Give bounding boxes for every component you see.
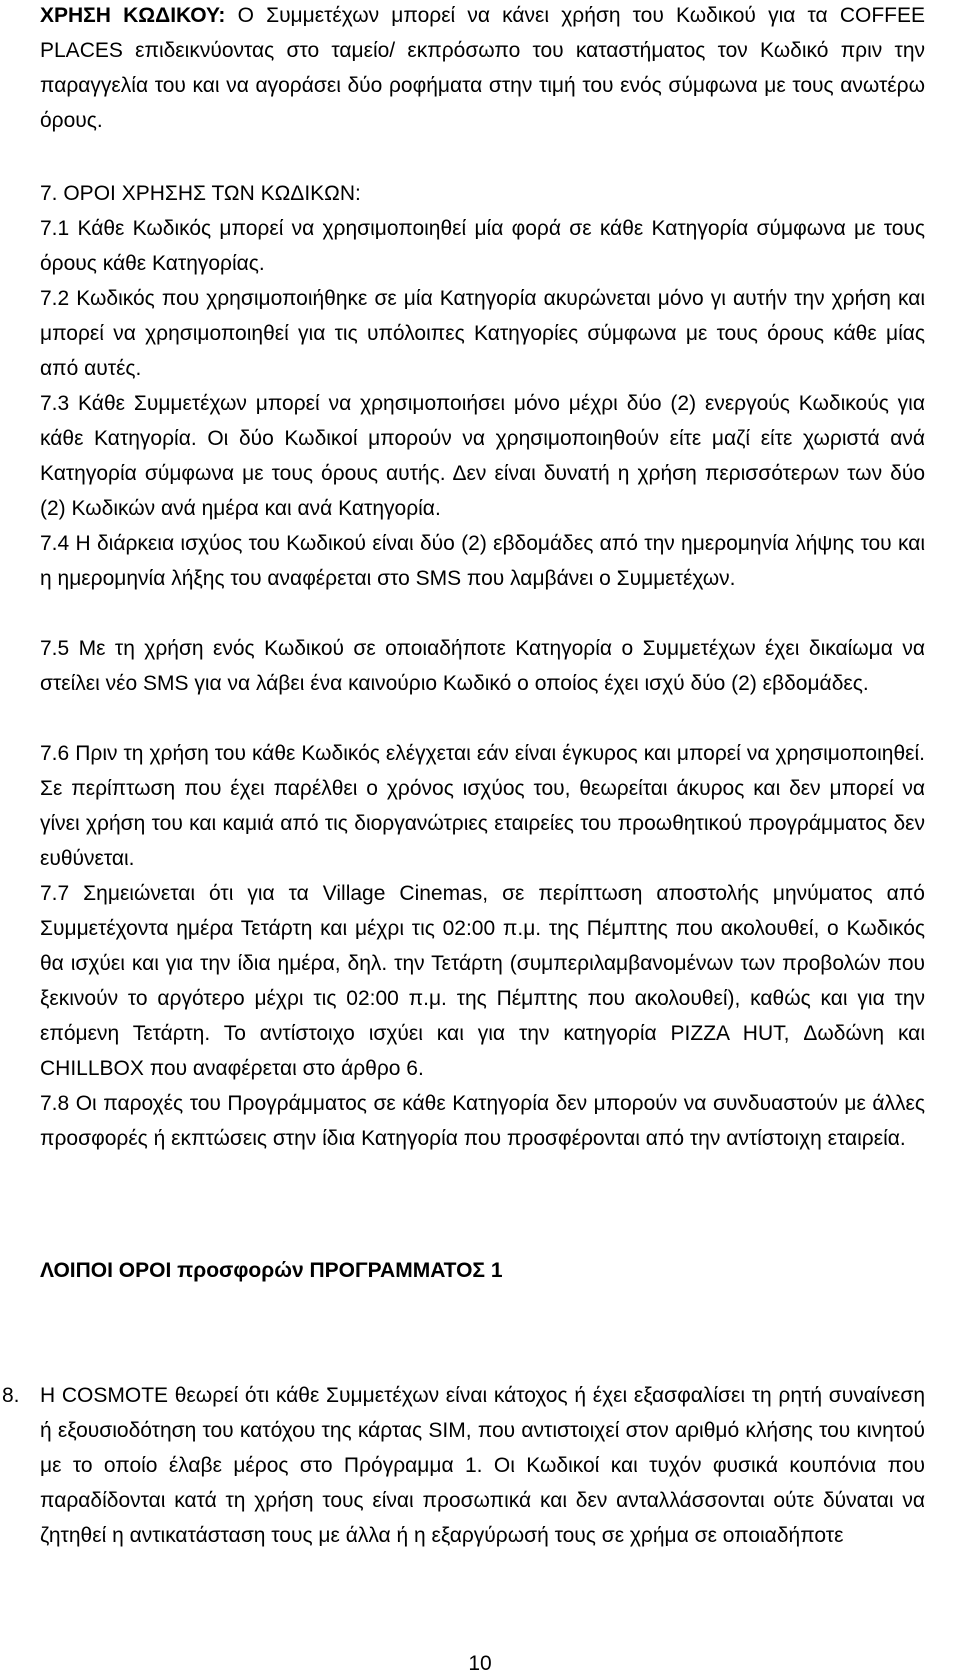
term-7-1: 7.1 Κάθε Κωδικός μπορεί να χρησιμοποιηθεί μία φορά σε κάθε Κατηγορία σύμφωνα με τους όρους κάθε Κατηγορίας. — [40, 217, 925, 275]
term-7-8: 7.8 Οι παροχές του Προγράμματος σε κάθε Κατηγορία δεν μπορούν να συνδυαστούν με άλλες προσφορές ή εκπτώσεις στην ίδια Κατηγορία που προσφέρονται από την αντίστοιχη εταιρεία. — [40, 1092, 925, 1150]
term-7-5: 7.5 Με τη χρήση ενός Κωδικού σε οποιαδήποτε Κατηγορία ο Συμμετέχων έχει δικαίωμα να στείλει νέο SMS για να λάβει ένα καινούριο Κωδικό ο οποίος έχει ισχύ δύο (2) εβδομάδες. — [40, 637, 925, 695]
other-terms-heading: ΛΟΙΠΟΙ ΟΡΟΙ προσφορών ΠΡΟΓΡΑΜΜΑΤΟΣ 1 — [40, 1259, 503, 1282]
intro-text: Ο Συμμετέχων μπορεί να κάνει χρήση του Κωδικού για τα COFFEE PLACES επιδεικνύοντας στο ταμείο/ εκπρόσωπο του καταστήματος τον Κωδικό πριν την παραγγελία του και να αγοράσει δύο ροφήματα στην τιμή του ενός σύμφωνα με τους ανωτέρω όρους. — [40, 4, 925, 132]
page-number: 10 — [468, 1652, 492, 1675]
term-7-4: 7.4 Η διάρκεια ισχύος του Κωδικού είναι δύο (2) εβδομάδες από την ημερομηνία λήψης του και η ημερομηνία λήξης του αναφέρεται στο SMS που λαμβάνει ο Συμμετέχων. — [40, 532, 925, 590]
term-7-3: 7.3 Κάθε Συμμετέχων μπορεί να χρησιμοποιήσει μόνο μέχρι δύο (2) ενεργούς Κωδικούς για κάθε Κατηγορία. Οι δύο Κωδικοί μπορούν να χρησιμοποιηθούν είτε μαζί είτε χωριστά ανά Κατηγορία σύμφωνα με τους όρους αυτής. Δεν είναι δυνατή η χρήση περισσότερων των δύο (2) Κωδικών ανά ημέρα και ανά Κατηγορία. — [40, 392, 925, 520]
term-7-6: 7.6 Πριν τη χρήση του κάθε Κωδικός ελέγχεται εάν είναι έγκυρος και μπορεί να χρησιμοποιηθεί. Σε περίπτωση που έχει παρέλθει ο χρόνος ισχύος του, θεωρείται άκυρος και δεν μπορεί να γίνει χρήση του και καμιά από τις διοργανώτριες εταιρείες του προωθητικού προγράμματος δεν ευθύνεται. — [40, 742, 925, 870]
section-8-paragraph: Η COSMOTE θεωρεί ότι κάθε Συμμετέχων είναι κάτοχος ή έχει εξασφαλίσει τη ρητή συναίνεση ή εξουσιοδότηση του κατόχου της κάρτας SIM, που αντιστοιχεί στον αριθμό κλήσης του κινητού με το οποίο έλαβε μέρος στο Πρόγραμμα 1. Οι Κωδικοί και τυχόν φυσικά κουπόνια που παραδίδονται κατά τη χρήση τους είναι προσωπικά και δεν ανταλλάσσονται ούτε δύναται να ζητηθεί η αντικατάσταση τους με άλλα ή η εξαργύρωσή τους σε χρήμα σε οποιαδήποτε — [40, 1384, 925, 1547]
intro-label: ΧΡΗΣΗ ΚΩΔΙΚΟΥ: — [40, 4, 226, 27]
section-8-number: 8. — [2, 1384, 20, 1407]
term-7-7: 7.7 Σημειώνεται ότι για τα Village Cinemas, σε περίπτωση αποστολής μηνύματος από Συμμετέχοντα ημέρα Τετάρτη και μέχρι τις 02:00 π.μ. της Πέμπτης που ακολουθεί, ο Κωδικός θα ισχύει και για την ίδια ημέρα, δηλ. την Τετάρτη (συμπεριλαμβανομένων των προβολών που ξεκινούν το αργότερο μέχρι τις 02:00 π.μ. της Πέμπτης που ακολουθεί), καθώς και για την επόμενη Τετάρτη. Το αντίστοιχο ισχύει και για την κατηγορία PIZZA HUT, Δωδώνη και CHILLBOX που αναφέρεται στο άρθρο 6. — [40, 882, 925, 1080]
intro-paragraph — [40, 0, 925, 138]
section-7-heading: 7. ΟΡΟΙ ΧΡΗΣΗΣ ΤΩΝ ΚΩΔΙΚΩΝ: — [40, 182, 361, 205]
term-7-2: 7.2 Κωδικός που χρησιμοποιήθηκε σε μία Κατηγορία ακυρώνεται μόνο γι αυτήν την χρήση και μπορεί να χρησιμοποιηθεί για τις υπόλοιπες Κατηγορίες σύμφωνα με τους όρους κάθε μίας από αυτές. — [40, 287, 925, 380]
